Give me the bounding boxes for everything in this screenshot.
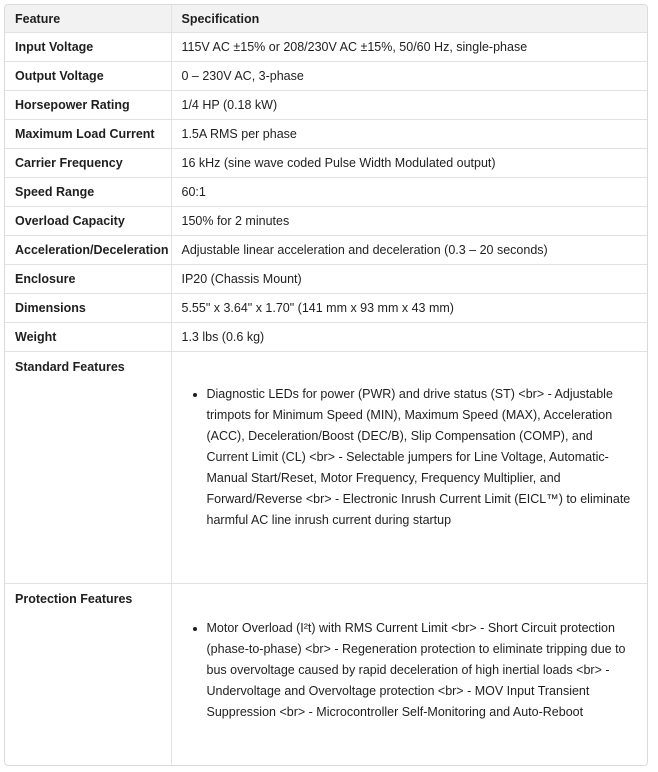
header-specification: Specification xyxy=(171,5,647,33)
table-row xyxy=(5,323,647,352)
feature-cell: Weight xyxy=(5,323,171,352)
spec-cell: Adjustable linear acceleration and deceleration (0.3 – 20 seconds) xyxy=(171,236,647,265)
header-feature: Feature xyxy=(5,5,171,33)
spec-cell: IP20 (Chassis Mount) xyxy=(171,265,647,294)
feature-cell: Overload Capacity xyxy=(5,207,171,236)
spec-cell: 1.3 lbs (0.6 kg) xyxy=(171,323,647,352)
feature-cell: Protection Features xyxy=(15,592,133,606)
table-row xyxy=(5,178,647,207)
list-item: • Motor Overload (I²t) with RMS Current Limit <br> - Short Circuit protection (phase-to-phase) <br> - Regeneration protection to eliminate tripping due to bus overvoltage caused by rapid deceleration of high inertial loads <br> - Undervoltage and Overvoltage protection <br> - MOV Input Transient Suppression <br> - Microcontroller Self-Monitoring and Auto-Reboot xyxy=(207,618,636,723)
table-row xyxy=(5,91,647,120)
spec-cell: 16 kHz (sine wave coded Pulse Width Modulated output) xyxy=(171,149,647,178)
feature-cell: Enclosure xyxy=(5,265,171,294)
spec-cell xyxy=(171,352,647,584)
spec-cell: 5.55" x 3.64" x 1.70" (141 mm x 93 mm x 43 mm) xyxy=(171,294,647,323)
spec-cell: 115V AC ±15% or 208/230V AC ±15%, 50/60 Hz, single-phase xyxy=(171,33,647,62)
table-row xyxy=(5,62,647,91)
table-row-protection-features xyxy=(5,584,647,767)
table-row xyxy=(5,294,647,323)
feature-cell: Acceleration/Deceleration xyxy=(5,236,171,265)
feature-cell: Standard Features xyxy=(5,352,171,584)
spec-cell: 0 – 230V AC, 3-phase xyxy=(171,62,647,91)
table-row xyxy=(5,265,647,294)
spec-cell: 60:1 xyxy=(171,178,647,207)
spec-table xyxy=(5,5,647,766)
feature-cell: Maximum Load Current xyxy=(5,120,171,149)
list-item: • Diagnostic LEDs for power (PWR) and drive status (ST) <br> - Adjustable trimpots for Minimum Speed (MIN), Maximum Speed (MAX), Acceleration (ACC), Deceleration/Boost (DEC/B), Slip Compensation (COMP), and Current Limit (CL) <br> - Selectable jumpers for Line Voltage, Automatic-Manual Start/Reset, Motor Frequency, Frequency Multiplier, and Forward/Reverse <br> - Electronic Inrush Current Limit (EICL™) to eliminate harmful AC line inrush current during startup xyxy=(207,384,636,531)
protection-features-list xyxy=(182,618,636,723)
table-row xyxy=(5,120,647,149)
feature-cell: Input Voltage xyxy=(5,33,171,62)
table-row xyxy=(5,236,647,265)
table-row-standard-features xyxy=(5,352,647,584)
feature-cell: Dimensions xyxy=(5,294,171,323)
table-row xyxy=(5,33,647,62)
spec-cell: 1.5A RMS per phase xyxy=(171,120,647,149)
standard-features-list xyxy=(182,384,636,531)
spec-cell: 150% for 2 minutes xyxy=(171,207,647,236)
table-header-row xyxy=(5,5,647,33)
table-row xyxy=(5,207,647,236)
spec-table-container xyxy=(4,4,648,766)
feature-cell: Output Voltage xyxy=(5,62,171,91)
spec-cell xyxy=(171,584,647,767)
feature-cell: Carrier Frequency xyxy=(5,149,171,178)
table-row xyxy=(5,149,647,178)
spec-cell: 1/4 HP (0.18 kW) xyxy=(171,91,647,120)
feature-cell: Horsepower Rating xyxy=(5,91,171,120)
feature-cell: Speed Range xyxy=(5,178,171,207)
